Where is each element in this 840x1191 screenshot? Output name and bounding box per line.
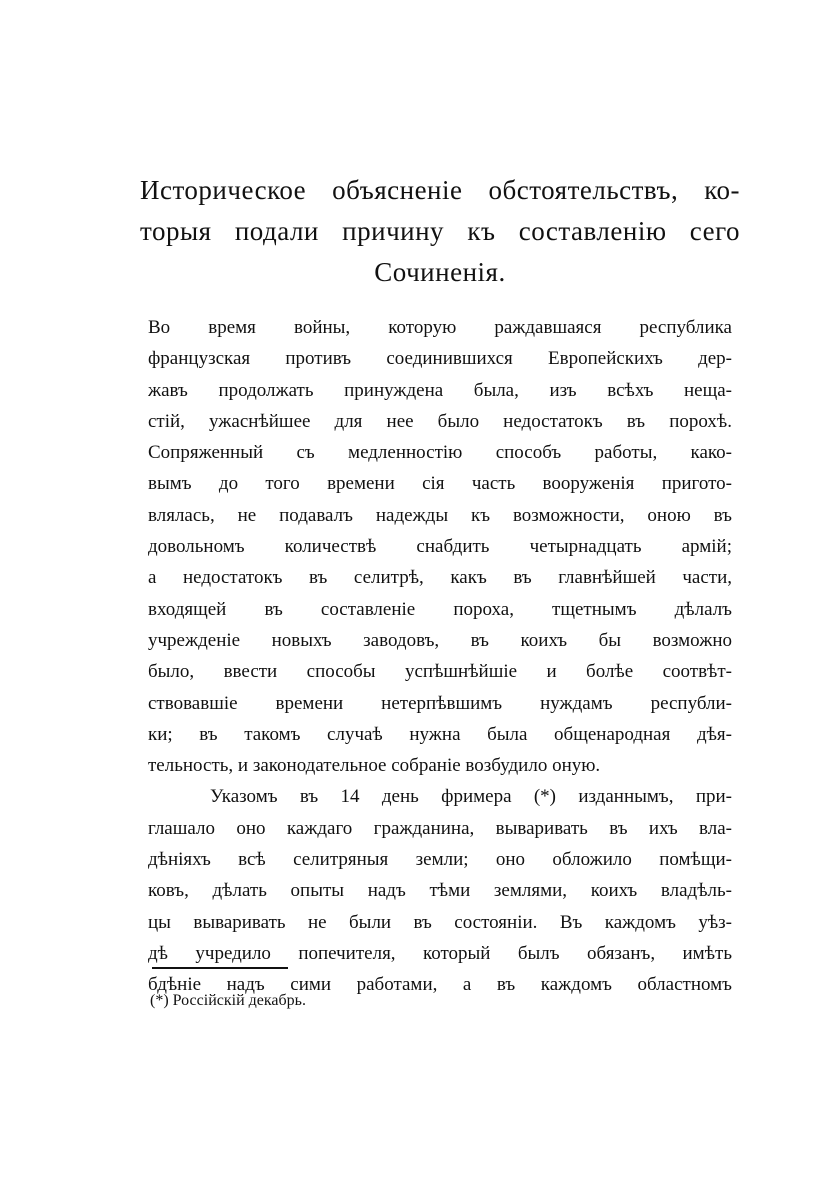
chapter-title-line-2: торыя подали причину къ составленію сего	[140, 216, 740, 246]
text-line: дѣ учредило попечителя, который былъ обязанъ, имѣть	[148, 942, 732, 964]
text-line: бдѣніе надъ сими работами, а въ каждомъ областномъ	[148, 974, 732, 996]
text-line: цы вываривать не были въ состояніи. Въ каждомъ уѣз-	[148, 911, 732, 933]
text-line: Во время войны, которую раждавшаяся республика	[148, 317, 732, 338]
chapter-title	[140, 170, 740, 293]
text-line: ковъ, дѣлать опыты надъ тѣми землями, коихъ владѣль-	[148, 880, 732, 902]
chapter-title-line-3: Сочиненія.	[374, 257, 506, 287]
text-line: ствовавшіе времени нетерпѣвшимъ нуждамъ республи-	[148, 692, 732, 714]
text-line: жавъ продолжать принуждена была, изъ всѣхъ нещa-	[148, 379, 732, 401]
text-line: вымъ до того времени сія часть вооруженія пригото-	[148, 473, 732, 495]
text-line: Указомъ въ 14 день фримера (*) изданнымъ, при-	[210, 786, 732, 808]
text-line: французская противъ соединившихся Европейскихъ дер-	[148, 348, 732, 370]
paragraph-1	[148, 312, 732, 781]
text-line: Сопряженный съ медленностію способъ работы, како-	[148, 442, 732, 464]
text-line: было, ввести способы успѣшнѣйшіе и болѣе соотвѣт-	[148, 661, 732, 683]
text-line: а недостатокъ въ селитрѣ, какъ въ главнѣйшей части,	[148, 567, 732, 589]
text-line: ки; въ такомъ случаѣ нужна была общенародная дѣя-	[148, 723, 732, 745]
text-line: учрежденіе новыхъ заводовъ, въ коихъ бы возможно	[148, 629, 732, 651]
text-line: влялась, не подавалъ надежды къ возможности, оною въ	[148, 504, 732, 526]
text-line: стій, ужаснѣйшее для нее было недостатокъ въ порохѣ.	[148, 410, 732, 432]
text-line: тельность, и законодательное собраніе возбудило оную.	[148, 755, 601, 777]
text-line: дѣніяхъ всѣ селитряныя земли; оно обложило помѣщи-	[148, 849, 732, 871]
footnote: (*) Россійскій декабрь.	[150, 992, 306, 1009]
text-line: глашало оно каждаго гражданина, вываривать въ ихъ вла-	[148, 817, 732, 839]
text-line: входящей въ составленіе пороха, тщетнымъ дѣлалъ	[148, 598, 732, 620]
chapter-title-line-1: Историческое объясненіе обстоятельствъ, ко-	[140, 175, 740, 205]
body-text	[148, 312, 732, 1001]
text-line: довольномъ количествѣ снабдить четырнадцать армій;	[148, 536, 732, 558]
footnote-divider	[152, 967, 288, 969]
